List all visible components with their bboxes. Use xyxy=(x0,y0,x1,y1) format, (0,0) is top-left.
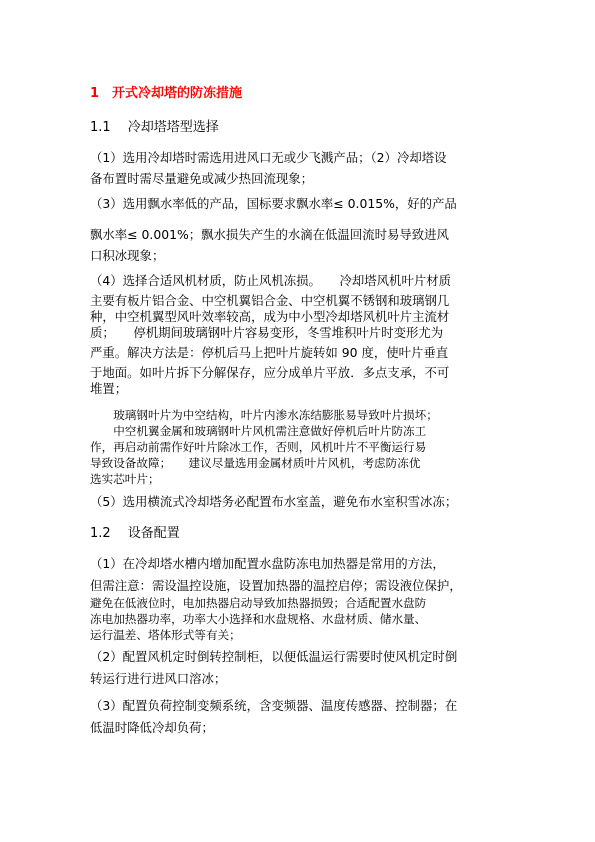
paragraph-line: 转运行进行进风口溶冰； xyxy=(90,671,227,686)
paragraph-line: 冻电加热器功率，功率大小选择和水盘规格、水盘材质、储水量、 xyxy=(90,612,427,626)
section-heading-text: 1.2 设备配置 xyxy=(90,526,180,541)
paragraph-line: （5）选用横流式冷却塔务必配置布水室盖，避免布水室积雪冰冻； xyxy=(90,494,458,509)
paragraph-line: 但需注意：需设温控设施，设置加热器的温控启停；需设液位保护， xyxy=(90,578,462,593)
paragraph-line: 备布置时需尽量避免或减少热回流现象； xyxy=(90,171,314,186)
paragraph-electric-heater xyxy=(90,556,520,594)
paragraph-line: （3）选用飘水率低的产品，国标要求飘水率≤ 0.015%，好的产品 xyxy=(90,196,457,211)
paragraph-blade-notes xyxy=(90,407,520,487)
paragraph-line: 种，中空机翼型风叶效率较高，成为中小型冷却塔风机叶片主流材 xyxy=(90,309,450,324)
paragraph-line: 导致设备故障； 建议尽量选用金属材质叶片风机，考虑防冻优 xyxy=(90,456,421,470)
section-heading-1-2 xyxy=(90,526,520,542)
paragraph-line: 严重。解决方法是：停机后马上把叶片旋转如 90 度，使叶片垂直 xyxy=(90,345,449,360)
chapter-heading-text: 1 开式冷却塔的防冻措施 xyxy=(90,86,243,101)
paragraph-line: 中空机翼金属和玻璃钢叶片风机需注意做好停机后叶片防冻工 xyxy=(90,424,427,438)
paragraph-line: 低温时降低冷却负荷； xyxy=(90,720,214,735)
paragraph-line: （2）配置风机定时倒转控制柜，以便低温运行需要时使风机定时倒 xyxy=(90,649,458,664)
paragraph-fan-material xyxy=(90,273,520,397)
paragraph-line: 飘水率≤ 0.001%；飘水损失产生的水滴在低温回流时易导致进风 xyxy=(90,227,449,242)
paragraph-line: 运行温差、塔体形式等有关； xyxy=(90,628,241,642)
paragraph-line: 玻璃钢叶片为中空结构，叶片内渗水冻结膨胀易导致叶片损坏； xyxy=(90,408,438,422)
section-heading-1-1 xyxy=(90,120,520,136)
paragraph-line: （3）配置负荷控制变频系统，含变频器、温度传感器、控制器；在 xyxy=(90,698,458,713)
paragraph-line: 质； 停机期间玻璃钢叶片容易变形，冬雪堆积叶片时变形尤为 xyxy=(90,325,444,340)
paragraph-vfd-system xyxy=(90,698,520,736)
paragraph-line: 作，再启动前需作好叶片除冰工作，否则，风机叶片不平衡运行易 xyxy=(90,440,427,454)
paragraph-line: （1）在冷却塔水槽内增加配置水盘防冻电加热器是常用的方法， xyxy=(90,556,445,571)
paragraph-line: （1）选用冷却塔时需选用进风口无或少飞溅产品；（2）冷却塔设 xyxy=(90,150,447,165)
paragraph-heater-notes xyxy=(90,595,520,643)
paragraph-tower-inlet xyxy=(90,150,520,187)
paragraph-line: （4）选择合适风机材质，防止风机冻损。 冷却塔风机叶片材质 xyxy=(90,273,452,288)
paragraph-line: 堆置； xyxy=(90,381,128,396)
paragraph-line: 选实芯叶片； xyxy=(90,472,160,486)
paragraph-drift-rate xyxy=(90,196,520,264)
paragraph-fan-reverse xyxy=(90,649,520,687)
paragraph-line: 口积冰现象； xyxy=(90,248,165,263)
paragraph-crossflow-cover xyxy=(90,494,520,510)
section-heading-text: 1.1 冷却塔塔型选择 xyxy=(90,120,219,135)
chapter-heading xyxy=(90,86,520,102)
paragraph-line: 于地面。如叶片拆下分解保存，应分成单片平放．多点支承，不可 xyxy=(90,365,450,380)
paragraph-line: 主要有板片铝合金、中空机翼铝合金、中空机翼不锈钢和玻璃钢几 xyxy=(90,293,450,308)
paragraph-line: 避免在低液位时，电加热器启动导致加热器损毁；合适配置水盘防 xyxy=(90,596,427,610)
